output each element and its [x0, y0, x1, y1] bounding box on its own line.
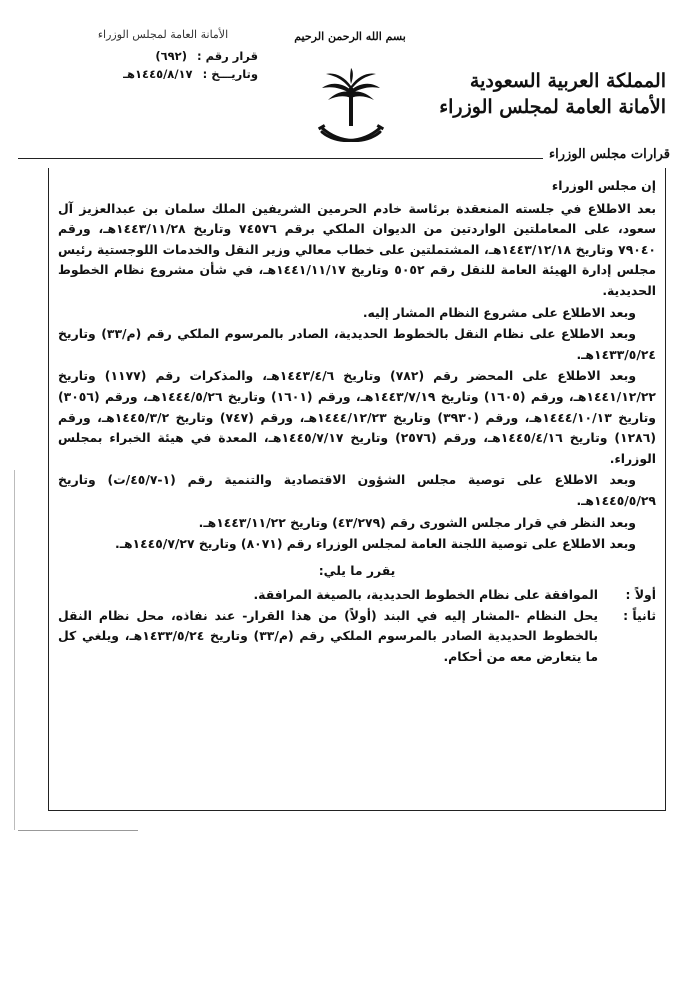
- left-secretariat-title: الأمانة العامة لمجلس الوزراء: [97, 28, 229, 41]
- basmala: بسم الله الرحمن الرحيم: [294, 30, 406, 43]
- item-number: أولاً :: [625, 587, 656, 603]
- item-text: يحل النظام -المشار إليه في البند (أولاً) من هذا القرار- عند نفاذه، محل نظام النقل بالخطوط الحديدية الصادر بالمرسوم الملكي رقم (م/٣٣) وتاريخ ١٤٣٣/٥/٢٤هـ، ويلغي كل ما يتعارض معه من أحكام.: [58, 607, 598, 665]
- decides-heading: يقرر ما يلي:: [318, 562, 396, 578]
- paragraph-whereas-2: وبعد الاطلاع على مشروع النظام المشار إليه.: [362, 304, 636, 320]
- decision-date-label: وتاريـــخ :: [202, 67, 258, 81]
- decision-date-line: [68, 67, 258, 81]
- header-divider: [18, 158, 620, 159]
- decision-number: (٦٩٢): [155, 49, 187, 63]
- decision-item-first: [58, 585, 656, 606]
- decision-number-label: قرار رقم :: [196, 49, 258, 63]
- item-number: ثانياً :: [623, 607, 656, 623]
- paragraph-whereas-3: وبعد الاطلاع على نظام النقل بالخطوط الحديدية، الصادر بالمرسوم الملكي رقم (م/٣٣) وتاريخ ١٤٣٣/٥/٢٤هـ.: [58, 326, 656, 362]
- paragraph-whereas-6: وبعد النظر في قرار مجلس الشورى رقم (٤٣/٢٧٩) وتاريخ ١٤٤٣/١١/٢٢هـ.: [198, 514, 636, 530]
- decision-body: [58, 176, 656, 668]
- decision-number-line: [68, 49, 258, 63]
- decision-date: ١٤٤٥/٨/١٧هـ: [123, 67, 193, 81]
- paragraph-whereas-1: بعد الاطلاع في جلسته المنعقدة برئاسة خادم الحرمين الشريفين الملك سلمان بن عبدالعزيز آل سعود، على المعاملتين الواردتين من الديوان الملكي برقم ٧٤٥٧٦ وتاريخ ١٤٤٣/١١/٢٨هـ، ورقم ٧٩٠٤٠ وتاريخ ١٤٤٣/١٢/١٨هـ، المشتملتين على خطاب معالي وزير النقل والخدمات اللوجستية رئيس مجلس إدارة الهيئة العامة للنقل رقم ٥٠٥٢ وتاريخ ١٤٤١/١١/١٧هـ، في شأن مشروع نظام الخطوط الحديدية.: [58, 200, 657, 298]
- bottom-margin-line: [18, 830, 138, 831]
- paragraph-whereas-7: وبعد الاطلاع على توصية اللجنة العامة لمجلس الوزراء رقم (٨٠٧١) وتاريخ ١٤٤٥/٧/٢٧هـ.: [115, 536, 636, 552]
- paragraph-whereas-4: وبعد الاطلاع على المحضر رقم (٧٨٢) وتاريخ ١٤٤٣/٤/٦هـ، والمذكرات رقم (١١٧٧) وتاريخ ١٤٤١/١٢/٢٢هـ، ورقم (١٦٠٥) وتاريخ ١٤٤٣/٧/١٩هـ، ورقم (١٦٠١) وتاريخ ١٤٤٤/٥/٢٦هـ، ورقم (٣٠٥٦) وتاريخ ١٤٤٤/١٠/١٣هـ، ورقم (٣٩٣٠) وتاريخ ١٤٤٤/١٢/٢٣هـ، ورقم (٧٤٧) وتاريخ ١٤٤٥/٣/٢هـ، ورقم (١٢٨٦) وتاريخ ١٤٤٥/٤/١٦هـ، ورقم (٢٥٧٦) وتاريخ ١٤٤٥/٧/١٧هـ، المعدة في هيئة الخبراء بمجلس الوزراء.: [58, 368, 656, 466]
- paragraph-whereas-5: وبعد الاطلاع على توصية مجلس الشؤون الاقتصادية والتنمية رقم (١-٤٥/٧/ت) وتاريخ ١٤٤٥/٥/٢٩هـ.: [58, 472, 656, 508]
- opening-line: إن مجلس الوزراء: [551, 178, 656, 193]
- secretariat-title: الأمانة العامة لمجلس الوزراء: [439, 96, 666, 118]
- decision-item-second: [58, 606, 656, 668]
- decision-info: [68, 28, 258, 85]
- margin-line: [14, 470, 15, 830]
- section-label: قرارات مجلس الوزراء: [543, 147, 676, 162]
- issuer-block: [436, 68, 666, 120]
- item-text: الموافقة على نظام الخطوط الحديدية، بالصيغة المرافقة.: [253, 587, 598, 603]
- kingdom-title: المملكة العربية السعودية: [469, 70, 666, 92]
- saudi-palm-swords-emblem-icon: [316, 68, 386, 150]
